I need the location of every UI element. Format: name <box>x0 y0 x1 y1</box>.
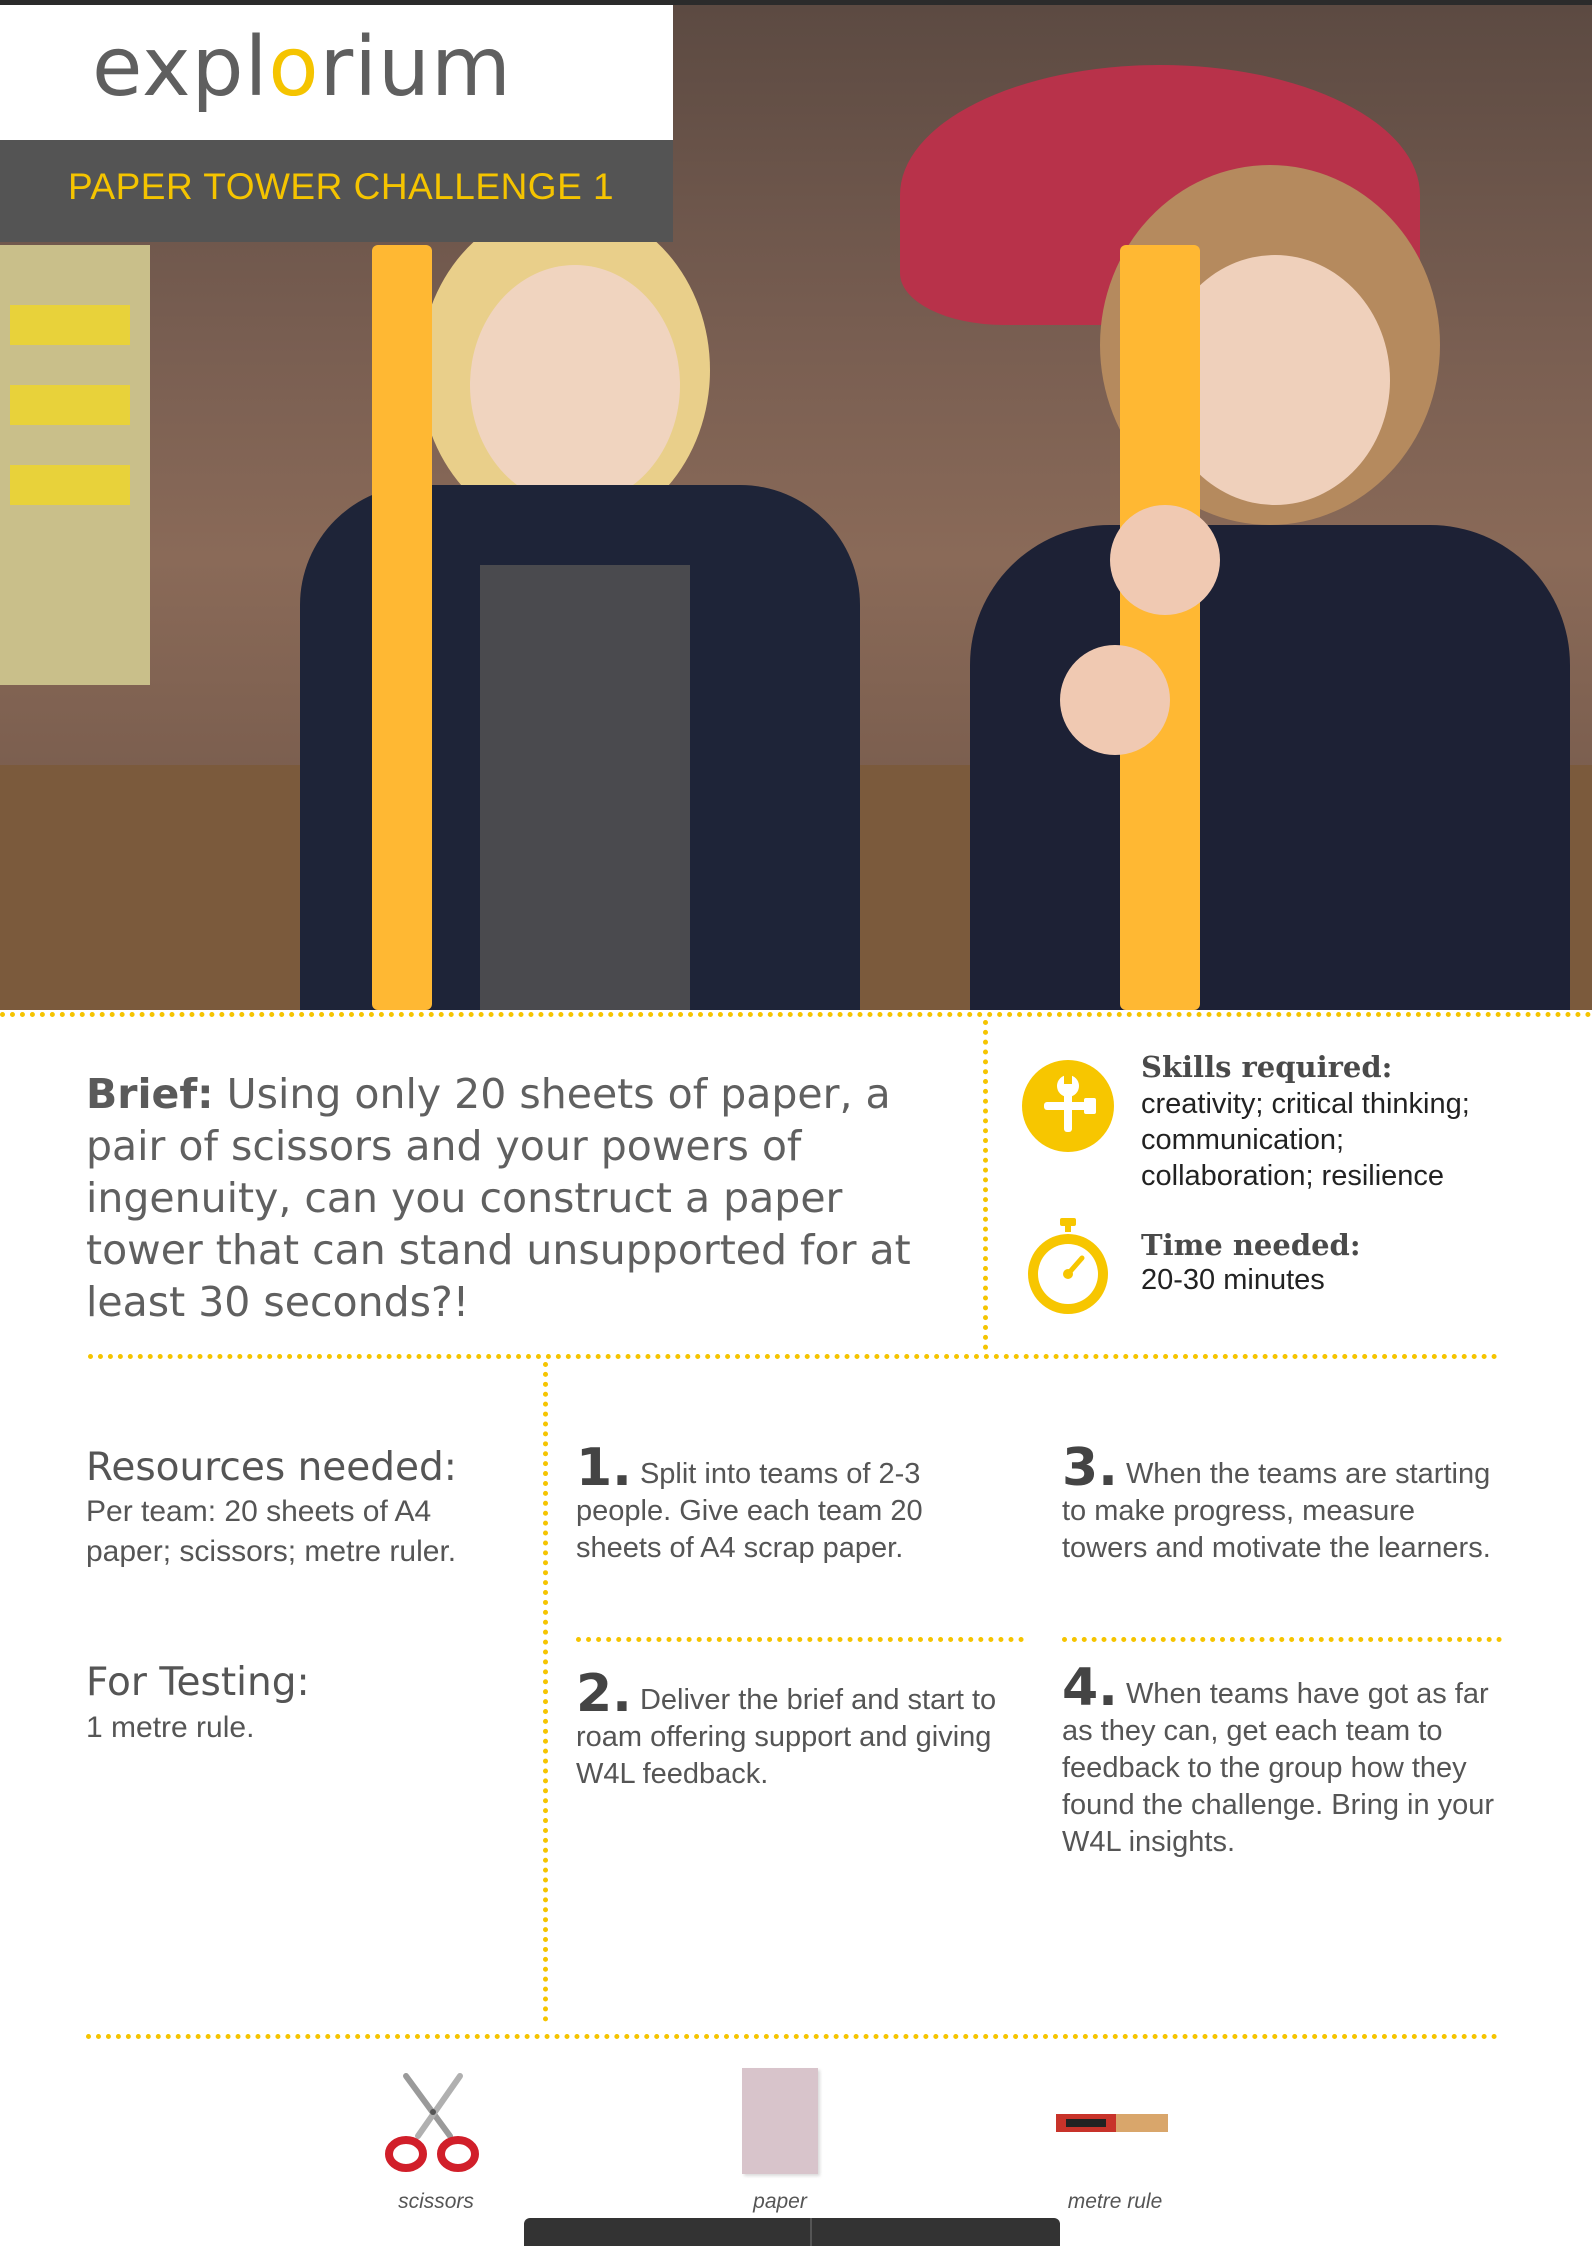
resources-title: Resources needed: <box>86 1445 457 1490</box>
page-title: PAPER TOWER CHALLENGE 1 <box>68 166 615 207</box>
logo-prefix: expl <box>92 20 269 115</box>
step-4 <box>1062 1658 1502 1861</box>
logo-o: o <box>268 20 320 115</box>
skills-text: creativity; critical thinking; communication; collaboration; resilience <box>1141 1088 1470 1192</box>
brief-body: Using only 20 sheets of paper, a pair of scissors and your powers of ingenuity, can you construct a paper tower that can stand unsupported for at least 30 seconds?! <box>86 1070 911 1326</box>
tools-icon <box>1022 1060 1114 1152</box>
logo-suffix: rium <box>319 20 512 115</box>
brief-text <box>86 1068 926 1328</box>
time-title: Time needed: <box>1141 1228 1361 1262</box>
child-cardigan <box>970 525 1570 1010</box>
material-caption: metre rule <box>1067 2190 1163 2213</box>
paper-tower <box>1120 245 1200 1010</box>
step-text: Deliver the brief and start to roam offering support and giving W4L feedback. <box>576 1684 997 1790</box>
paper-icon <box>742 2068 818 2174</box>
child-face <box>470 265 680 505</box>
divider <box>983 1020 988 1350</box>
divider <box>576 1637 1024 1642</box>
material-caption: scissors <box>398 2190 474 2213</box>
divider <box>0 1012 1592 1017</box>
scissors-icon <box>378 2068 488 2183</box>
step-text: Split into teams of 2-3 people. Give each team 20 sheets of A4 scrap paper. <box>576 1458 923 1564</box>
step-number: 2. <box>576 1664 632 1724</box>
bottom-toolbar[interactable] <box>524 2218 1060 2246</box>
shelf-tray <box>10 385 130 425</box>
step-3 <box>1062 1438 1502 1567</box>
child-pinafore <box>480 565 690 1010</box>
step-number: 3. <box>1062 1438 1118 1498</box>
time-text: 20-30 minutes <box>1141 1264 1325 1296</box>
hand <box>1060 645 1170 755</box>
shelf-tray <box>10 305 130 345</box>
explorium-logo <box>92 18 512 118</box>
divider <box>86 2034 1498 2039</box>
skills-title: Skills required: <box>1141 1050 1393 1084</box>
testing-text: 1 metre rule. <box>86 1711 255 1744</box>
resources-text: Per team: 20 sheets of A4 paper; scissors; metre ruler. <box>86 1495 457 1568</box>
toolbar-divider <box>810 2218 812 2246</box>
paper-tower <box>372 245 432 1010</box>
hand <box>1110 505 1220 615</box>
ruler-icon <box>1056 2114 1168 2132</box>
step-2 <box>576 1664 1016 1793</box>
step-text: When teams have got as far as they can, get each team to feedback to the group how they found the challenge. Bring in your W4L insights. <box>1062 1678 1495 1858</box>
step-text: When the teams are starting to make progress, measure towers and motivate the learners. <box>1062 1458 1491 1564</box>
step-1 <box>576 1438 1016 1567</box>
testing-title: For Testing: <box>86 1660 310 1705</box>
material-caption: paper <box>753 2190 807 2213</box>
divider <box>543 1362 548 2022</box>
shelf-tray <box>10 465 130 505</box>
stopwatch-icon <box>1022 1218 1114 1310</box>
step-number: 1. <box>576 1438 632 1498</box>
brief-label: Brief: <box>86 1070 214 1118</box>
divider <box>1062 1637 1502 1642</box>
step-number: 4. <box>1062 1658 1118 1718</box>
divider <box>88 1354 1498 1359</box>
